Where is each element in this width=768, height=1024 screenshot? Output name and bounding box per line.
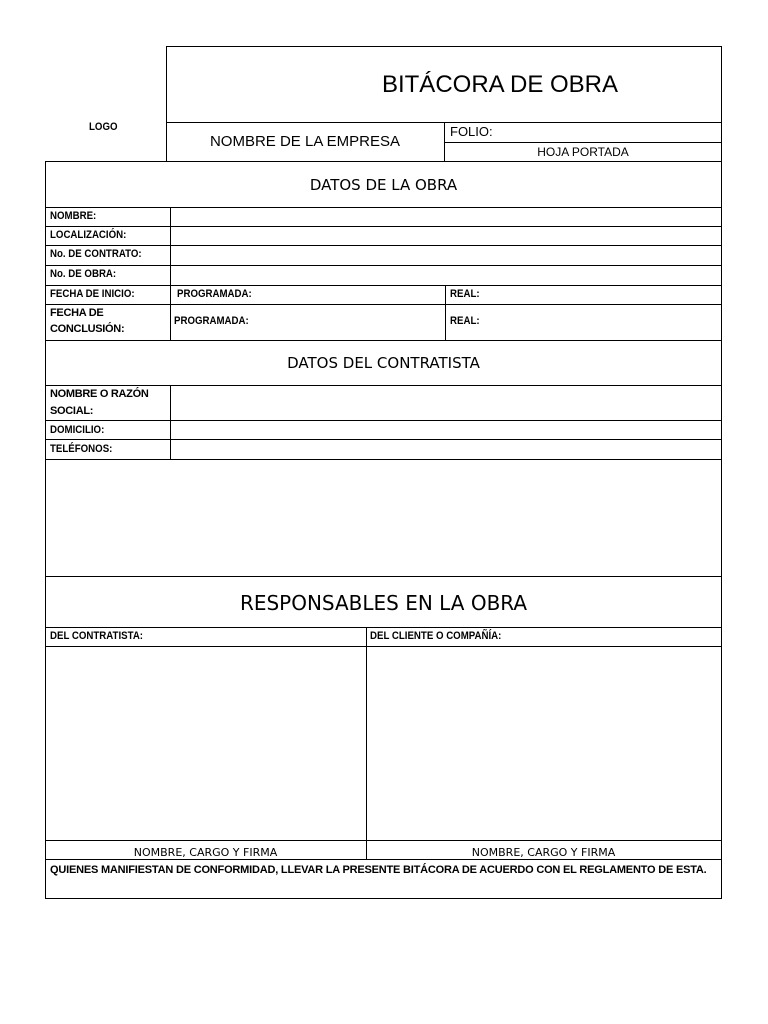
signature-area-cliente[interactable]	[367, 647, 721, 840]
firma-cliente-text: NOMBRE, CARGO Y FIRMA	[471, 846, 616, 859]
sheet-label: HOJA PORTADA	[537, 145, 629, 159]
label-domicilio: DOMICILIO:	[50, 424, 105, 436]
label-razon-social: NOMBRE O RAZÓN SOCIAL:	[50, 388, 149, 417]
label-fecha-conclusion: FECHA DE CONCLUSIÓN:	[50, 307, 125, 335]
firma-cliente-caption	[366, 843, 721, 861]
logo-placeholder: LOGO	[89, 121, 118, 133]
label-fecha-inicio: FECHA DE INICIO:	[50, 288, 135, 300]
label-telefonos: TELÉFONOS:	[50, 443, 113, 455]
folio-label: FOLIO:	[450, 124, 493, 139]
section-title-responsables: RESPONSABLES EN LA OBRA	[239, 591, 528, 615]
document-title: BITÁCORA DE OBRA	[381, 71, 619, 98]
label-localizacion: LOCALIZACIÓN:	[50, 229, 127, 241]
company-name: NOMBRE DE LA EMPRESA	[209, 133, 401, 150]
label-nombre: NOMBRE:	[50, 210, 97, 222]
label-del-contratista: DEL CONTRATISTA:	[50, 630, 144, 642]
label-real-inicio: REAL:	[450, 288, 480, 300]
conformity-note: QUIENES MANIFIESTAN DE CONFORMIDAD, LLEVAR LA PRESENTE BITÁCORA DE ACUERDO CON EL REGLAMENTO DE ESTA.	[50, 864, 707, 876]
label-del-cliente: DEL CLIENTE O COMPAÑÍA:	[370, 630, 502, 642]
section-title-contratista: DATOS DEL CONTRATISTA	[287, 354, 480, 372]
label-programada-conclusion: PROGRAMADA:	[174, 315, 249, 327]
section-title-obra: DATOS DE LA OBRA	[309, 176, 458, 194]
label-obra-no: No. DE OBRA:	[50, 268, 117, 280]
label-real-conclusion: REAL:	[450, 315, 480, 327]
label-contrato: No. DE CONTRATO:	[50, 248, 142, 260]
firma-contratista-caption	[45, 843, 366, 861]
label-programada-inicio: PROGRAMADA:	[177, 288, 252, 300]
signature-area-contratista[interactable]	[46, 647, 366, 840]
firma-contratista-text: NOMBRE, CARGO Y FIRMA	[133, 846, 278, 859]
